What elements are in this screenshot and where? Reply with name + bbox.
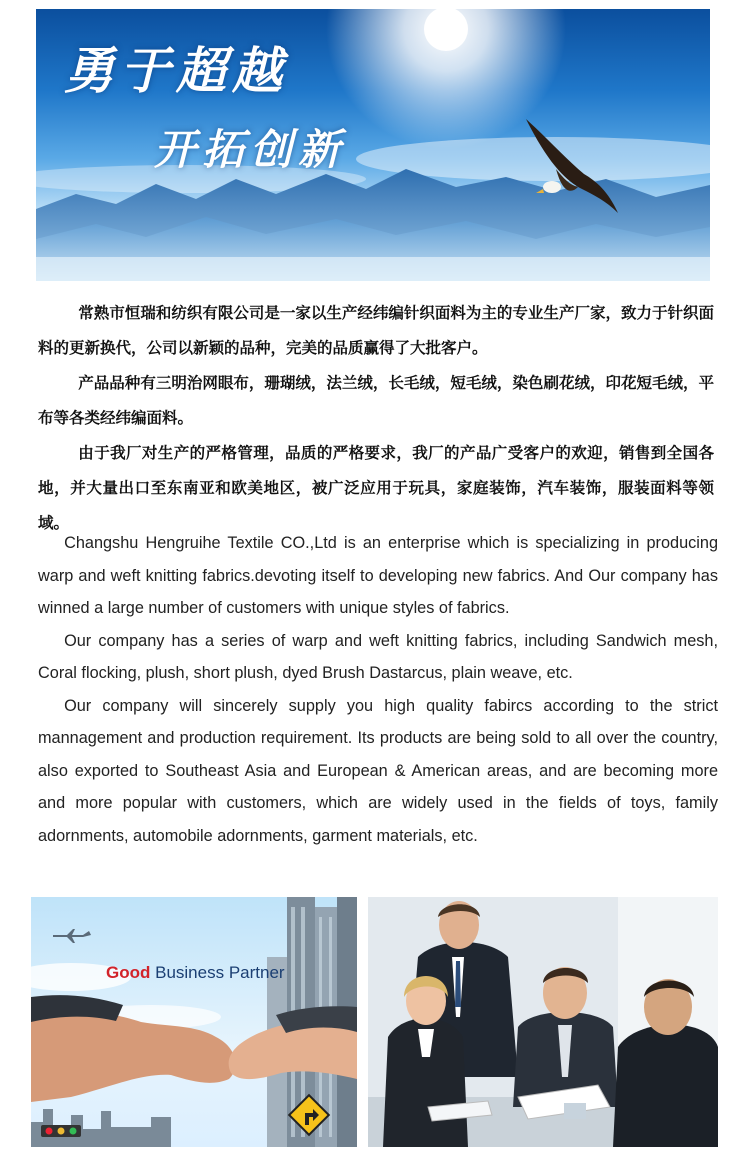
- handshake-illustration: [31, 897, 357, 1147]
- sun: [424, 9, 468, 51]
- airplane-icon: [53, 929, 91, 943]
- chinese-paragraph: 由于我厂对生产的严格管理，品质的严格要求，我厂的产品广受客户的欢迎，销售到全国各地，并大量出口至东南亚和欧美地区，被广泛应用于玩具，家庭装饰，汽车装饰，服装面料等领域。: [38, 444, 714, 532]
- slogan-line-1: 勇于超越: [64, 41, 288, 100]
- meeting-illustration: [368, 897, 718, 1147]
- english-paragraph: Our company will sincerely supply you high quality fabircs according to the strict mannagement and production requirement. Its products are being sold to all over the country, also exported to Southeast Asia and European & American areas, and are becoming more and more popular with customers, which are widely used in the fields of toys, family adornments, automobile adornments, garment materials, etc.: [38, 696, 718, 845]
- business-meeting-image: [368, 897, 718, 1147]
- good-business-partner-title: [106, 963, 285, 983]
- chinese-paragraph: 产品品种有三明治网眼布，珊瑚绒，法兰绒，长毛绒，短毛绒，染色刷花绒，印花短毛绒，平布等各类经纬编面料。: [38, 374, 714, 427]
- good-word: Good: [106, 963, 151, 982]
- english-paragraph: Changshu Hengruihe Textile CO.,Ltd is an enterprise which is specializing in producing warp and weft knitting fabrics.devoting itself to developing new fabrics. And Our company has winned a large number of customers with unique styles of fabrics.: [38, 534, 718, 617]
- chinese-paragraph: 常熟市恒瑞和纺织有限公司是一家以生产经纬编针织面料为主的专业生产厂家，致力于针织面料的更新换代，公司以新颖的品种，完美的品质赢得了大批客户。: [38, 304, 714, 357]
- business-partner-image: [31, 897, 357, 1147]
- hero-banner: [36, 9, 710, 281]
- traffic-light-icon: [41, 1125, 81, 1137]
- business-partner-words: Business Partner: [150, 963, 285, 982]
- slogan-line-2: 开拓创新: [154, 125, 347, 174]
- english-intro: [38, 527, 718, 852]
- chinese-intro: [38, 296, 714, 541]
- english-paragraph: Our company has a series of warp and weft knitting fabrics, including Sandwich mesh, Coral flocking, plush, short plush, dyed Brush Dastarcus, plain weave, etc.: [38, 631, 718, 682]
